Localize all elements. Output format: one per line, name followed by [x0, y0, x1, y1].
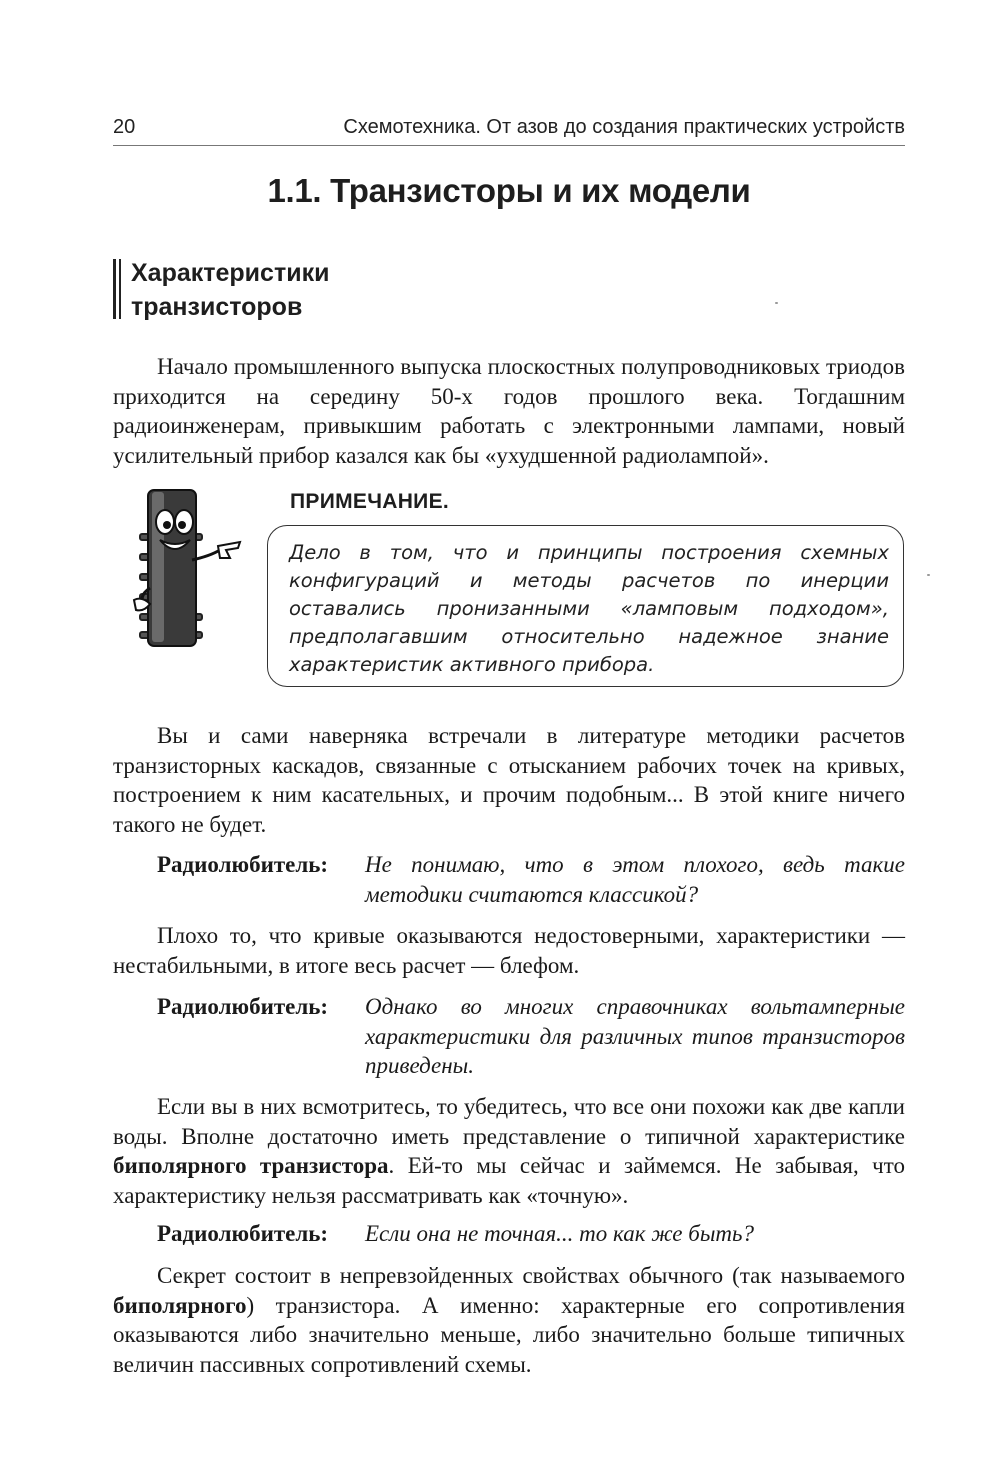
paragraph-4-text: Если вы в них всмотритесь, то убедитесь, что все они похожи как две капли воды. Вполне достаточно иметь представление о типичной характеристике [113, 1094, 905, 1149]
subsection-heading [131, 256, 531, 324]
bold-term: биполярного транзистора [113, 1153, 389, 1178]
bold-term: биполярного [113, 1292, 247, 1318]
note-text: Дело в том, что и принципы построения схемных конфигураций и методы расчетов по инерции оставались пронизанными «ламповым подходом», предполагавшим относительно надежное знание характеристик активного прибора. [289, 541, 889, 676]
dialogue-text: Однако во многих справочниках вольтамперные характеристики для различных типов транзисторов приведены. [365, 994, 905, 1078]
paragraph-5-text: Секрет состоит в непревзойденных свойствах обычного (так называемого [157, 1263, 905, 1288]
dialogue-text: Не понимаю, что в этом плохого, ведь такие методики считаются классикой? [365, 852, 905, 907]
header-rule [113, 145, 905, 146]
paragraph-4-text: . Ей-то мы сейчас и займемся. Не забывая, что характеристику нельзя рассматривать как «точную». [113, 1153, 905, 1208]
paragraph-4 [113, 1092, 905, 1210]
print-speck [927, 574, 930, 576]
paragraph-5 [113, 1261, 905, 1379]
dialogue-speaker: Радиолюбитель: [157, 1221, 329, 1246]
page-number: 20 [113, 116, 136, 138]
running-header [113, 116, 905, 142]
paragraph-1: Начало промышленного выпуска плоскостных полупроводниковых триодов приходится на середину 50-х годов прошлого века. Тогдашним радиоинженерам, привыкшим работать с электронными лампами, новый усилительный прибор казался как бы «ухудшенной радиолампой». [113, 354, 905, 468]
subsection-line-1: Характеристики [131, 259, 330, 287]
section-title: 1.1. Транзисторы и их модели [267, 172, 751, 209]
subsection-line-2: транзисторов [131, 293, 303, 321]
book-title: Схемотехника. От азов до создания практических устройств [343, 116, 905, 138]
dialogue-text: Если она не точная... то как же быть? [365, 1221, 754, 1246]
dialogue-speaker: Радиолюбитель: [157, 994, 329, 1019]
chip-mascot-icon [130, 488, 250, 648]
paragraph-2: Вы и сами наверняка встречали в литературе методики расчетов транзисторных каскадов, связанные с отысканием рабочих точек на кривых, построением к ним касательных, и прочим подобным... В этой книге ничего такого не будет. [113, 723, 905, 837]
paragraph-5-text: ) транзистора. А именно: характерные его сопротивления оказываются либо значительно меньше, либо значительно больше типичных величин пассивных сопротивлений схемы. [113, 1292, 905, 1377]
note-title: ПРИМЕЧАНИЕ. [290, 490, 450, 513]
print-speck [775, 302, 778, 304]
dialogue-speaker: Радиолюбитель: [157, 852, 329, 877]
paragraph-3: Плохо то, что кривые оказываются недостоверными, характеристики — нестабильными, в итоге весь расчет — блефом. [113, 923, 905, 978]
subsection-bar-icon [113, 259, 121, 319]
